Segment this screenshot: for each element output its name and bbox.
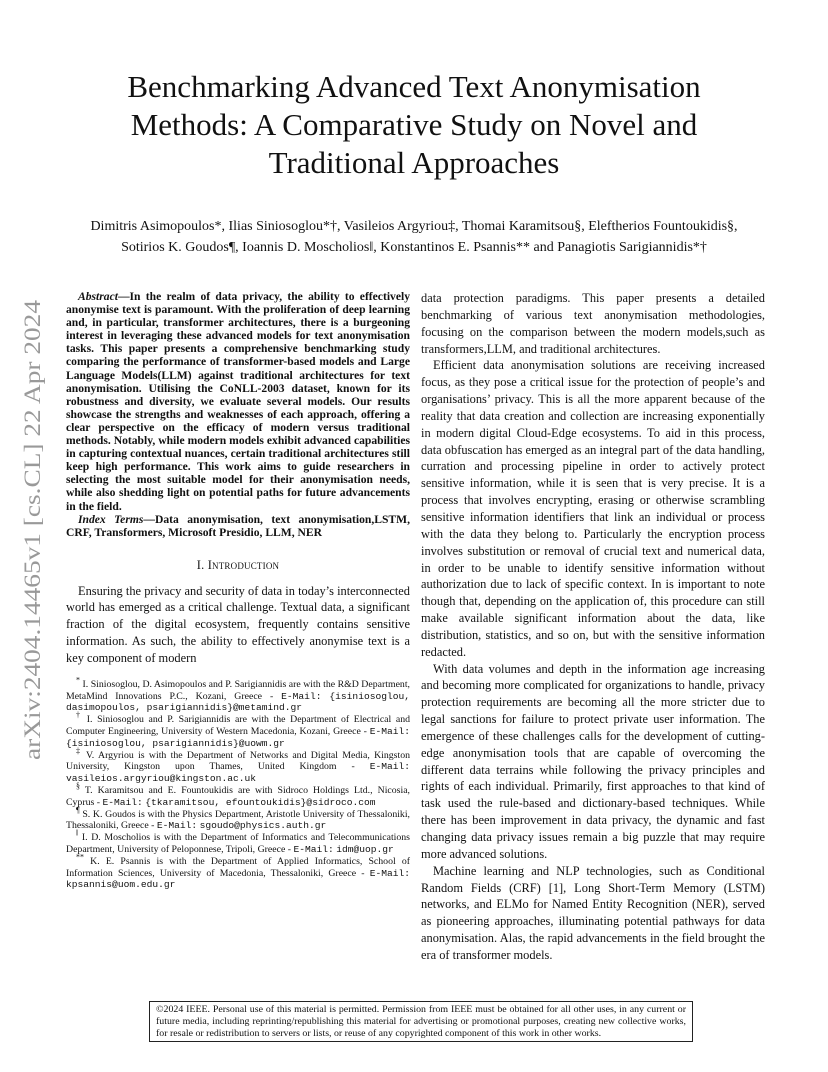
footnote-mark: § (76, 781, 80, 791)
footnote-text: K. E. Psannis is with the Department of Applied Informatics, School of Information Sciences, University of Macedonia, Thessaloniki, Greece - (66, 855, 411, 879)
copyright-notice: ©2024 IEEE. Personal use of this material is permitted. Permission from IEEE must be obtained for all other uses, in any current or future media, including reprinting/republishing this material for advertising or promotional purposes, creating new collective works, for resale or redistribution to servers or lists, or reuse of any copyrighted component of this work in other works. (149, 1001, 693, 1042)
footnote-text: V. Argyriou is with the Department of Networks and Digital Media, Kingston University, Kingston upon Thames, United Kingdom - (66, 749, 411, 773)
email-label: E-Mail: (281, 690, 322, 702)
footnote-email: sgoudo@physics.auth.gr (199, 820, 327, 832)
email-label: E-Mail: (293, 844, 334, 855)
body-paragraph: data protection paradigms. This paper presents a detailed benchmarking of various text anonymisation methodologies, focusing on the comparison between the modern models,such as transformers,LLM, and traditional architectures. (421, 291, 765, 356)
index-terms-text: Data anonymisation, text anonymisation,LSTM, CRF, Transformers, Microsoft Presidio, LLM, NER (66, 512, 410, 539)
abstract (66, 290, 410, 513)
section-heading (66, 557, 410, 574)
index-terms-dash: — (143, 512, 155, 526)
footnote-email: {isiniosoglou, dasimopoulos, psarigiannidis}@metamind.gr (66, 690, 411, 714)
email-label: E-Mail: (369, 761, 410, 773)
section-number: I. (196, 557, 205, 572)
footnote (66, 746, 411, 785)
paper-title: Benchmarking Advanced Text Anonymisation Methods: A Comparative Study on Novel and Traditional Approaches (127, 69, 701, 180)
footnote-email: vasileios.argyriou@kingston.ac.uk (66, 773, 256, 785)
email-label: E-Mail: (369, 867, 410, 879)
footnote-text: I. D. Moscholios is with the Department of Informatics and Telecommunications Department, University of Peloponnese, Tripoli, Greece - (66, 832, 410, 855)
intro-paragraph: Ensuring the privacy and security of data in today’s interconnected world has emerged as a critical challenge. Textual data, a significant fraction of the digital ecosystem, frequently contains sensitive information. As such, the ability to effectively anonymise text is a key component of modern (66, 583, 410, 665)
footnote (66, 852, 411, 891)
footnote (66, 828, 410, 856)
body-paragraph: Efficient data anonymisation solutions are receiving increased focus, as they pose a critical issue for the protection of people’s and organisations’ privacy. This is all the more apparent because of the reality that data creation and collection are increasing exponentially in modern digital Cloud-Edge ecosystems. To aid in this process, data obfuscation has emerged as an integral part of the data handling, curration and processing pipeline in order to actively protect sensitive information, while it is seen that is very precise. It is a process that involves encrypting, erasing or otherwise scrambling sensitive information identifiers that link an individual or process with the data they belong to. Particularly the encryption process involves substitution or removal of crucial text and numerical data, in order to be unable to identify sensitive information without authorization due to lack of specific context. In is important to note though that, depending on the application of, this procedure can still make available significant information about the data, like distribution, statistics, and so on, but with the sensitive information redacted. (421, 358, 765, 659)
email-label: E-Mail: (102, 796, 143, 808)
footnote-email: kpsannis@uom.edu.gr (66, 879, 176, 891)
abstract-label: Abstract (78, 290, 118, 303)
footnote-mark: ** (76, 852, 84, 862)
footnote (66, 805, 411, 833)
footnote-email: {tkaramitsou, efountoukidis}@sidroco.com (145, 796, 376, 808)
abstract-text: In the realm of data privacy, the ability to effectively anonymise text is paramount. With the proliferation of deep learning and, in particular, transformer architectures, there is a burgeoning interest in leveraging these advanced models for text anonymisation tasks. This paper presents a comprehensive benchmarking study comparing the performance of transformer-based models and Large Language Models(LLM) against traditional architectures for text anonymisation. Utilising the CoNLL-2003 dataset, known for its robustness and diversity, we evaluate several models. Our results showcase the strengths and weaknesses of each approach, offering a clear perspective on the efficacy of modern versus traditional methods. Notably, while modern models exhibit advanced capabilities in capturing contextual nuances, certain traditional architectures still keep high performance. This work aims to guide researchers in selecting the most suitable model for their anonymisation needs, while also shedding light on potential paths for future advancements in the field. (66, 290, 410, 513)
index-terms (66, 513, 410, 539)
footnote-text: T. Karamitsou and E. Fountoukidis are with Sidroco Holdings Ltd., Nicosia, Cyprus - (66, 785, 410, 808)
author-line: Dimitris Asimopoulos*, Ilias Siniosoglou*†, Vasileios Argyriou‡, Thomai Karamitsou§, Eleftherios Fountoukidis§, (90, 219, 738, 234)
footnote-email: idm@uop.gr (336, 844, 394, 855)
arxiv-stamp (10, 290, 50, 770)
footnote-mark: ‡ (76, 746, 82, 756)
footnote-text: I. Siniosoglou and P. Sarigiannidis are with the Department of Electrical and Computer Engineering, University of Western Macedonia, Kozani, Greece - (66, 714, 410, 738)
footnote (66, 781, 410, 809)
footnote-text: I. Siniosoglou, D. Asimopoulos and P. Sarigiannidis are with the R&D Department, MetaMind Innovations P.C., Kozani, Greece - (66, 678, 411, 702)
section-title: Introduction (207, 557, 280, 572)
footnote (66, 675, 411, 714)
author-list (60, 216, 768, 258)
footnote-email: {isiniosoglou, psarigiannidis}@uowm.gr (66, 737, 285, 749)
footnote (66, 710, 410, 749)
left-column (66, 290, 410, 891)
author-line: Sotirios K. Goudos¶, Ioannis D. Moscholios‖, Konstantinos E. Psannis** and Panagiotis Sarigiannidis*† (121, 240, 707, 255)
email-label: E-Mail: (156, 820, 198, 832)
body-paragraph: With data volumes and depth in the information age increasing and becoming more complicated for organizations to handle, privacy protection requirements are becoming all the more stricter due to legal sanctions for failure to protect private user information. The emergence of these challenges calls for the development of cutting-edge anonymisation tools that are capable of overcoming the different data terrains while following the privacy principles and rights of each individual. Primarily, first approaches to that kind of task used the rule-based and dictionary-based techniques. While there has been improvement in data privacy, the dynamic and fast changing data privacy issues remain a big puzzle that may require more advanced solutions. (421, 661, 765, 861)
footnote-mark: * (76, 675, 80, 685)
right-column (421, 290, 765, 964)
footnote-mark: † (76, 710, 83, 720)
footnote-mark: ‖ (76, 828, 79, 838)
body-paragraph: Machine learning and NLP technologies, such as Conditional Random Fields (CRF) [1], Long Short-Term Memory (LSTM) networks, and ELMo for Named Entity Recognition (NER), served as pioneering approaches, illuminating potential pathways for data anonymisation. Alas, the rapid advancements in the field brought the era of transformer models. (421, 863, 765, 962)
footnote-mark: ¶ (76, 805, 80, 815)
footnotes (66, 675, 411, 891)
email-label: E-Mail: (369, 726, 410, 738)
arxiv-stamp-text: arXiv:2404.14465v1 [cs.CL] 22 Apr 2024 (20, 372, 45, 760)
index-terms-label: Index Terms (78, 512, 144, 526)
abstract-dash: — (117, 290, 130, 303)
footnote-text: S. K. Goudos is with the Physics Department, Aristotle University of Thessaloniki, Thessaloniki, Greece - (66, 808, 411, 832)
